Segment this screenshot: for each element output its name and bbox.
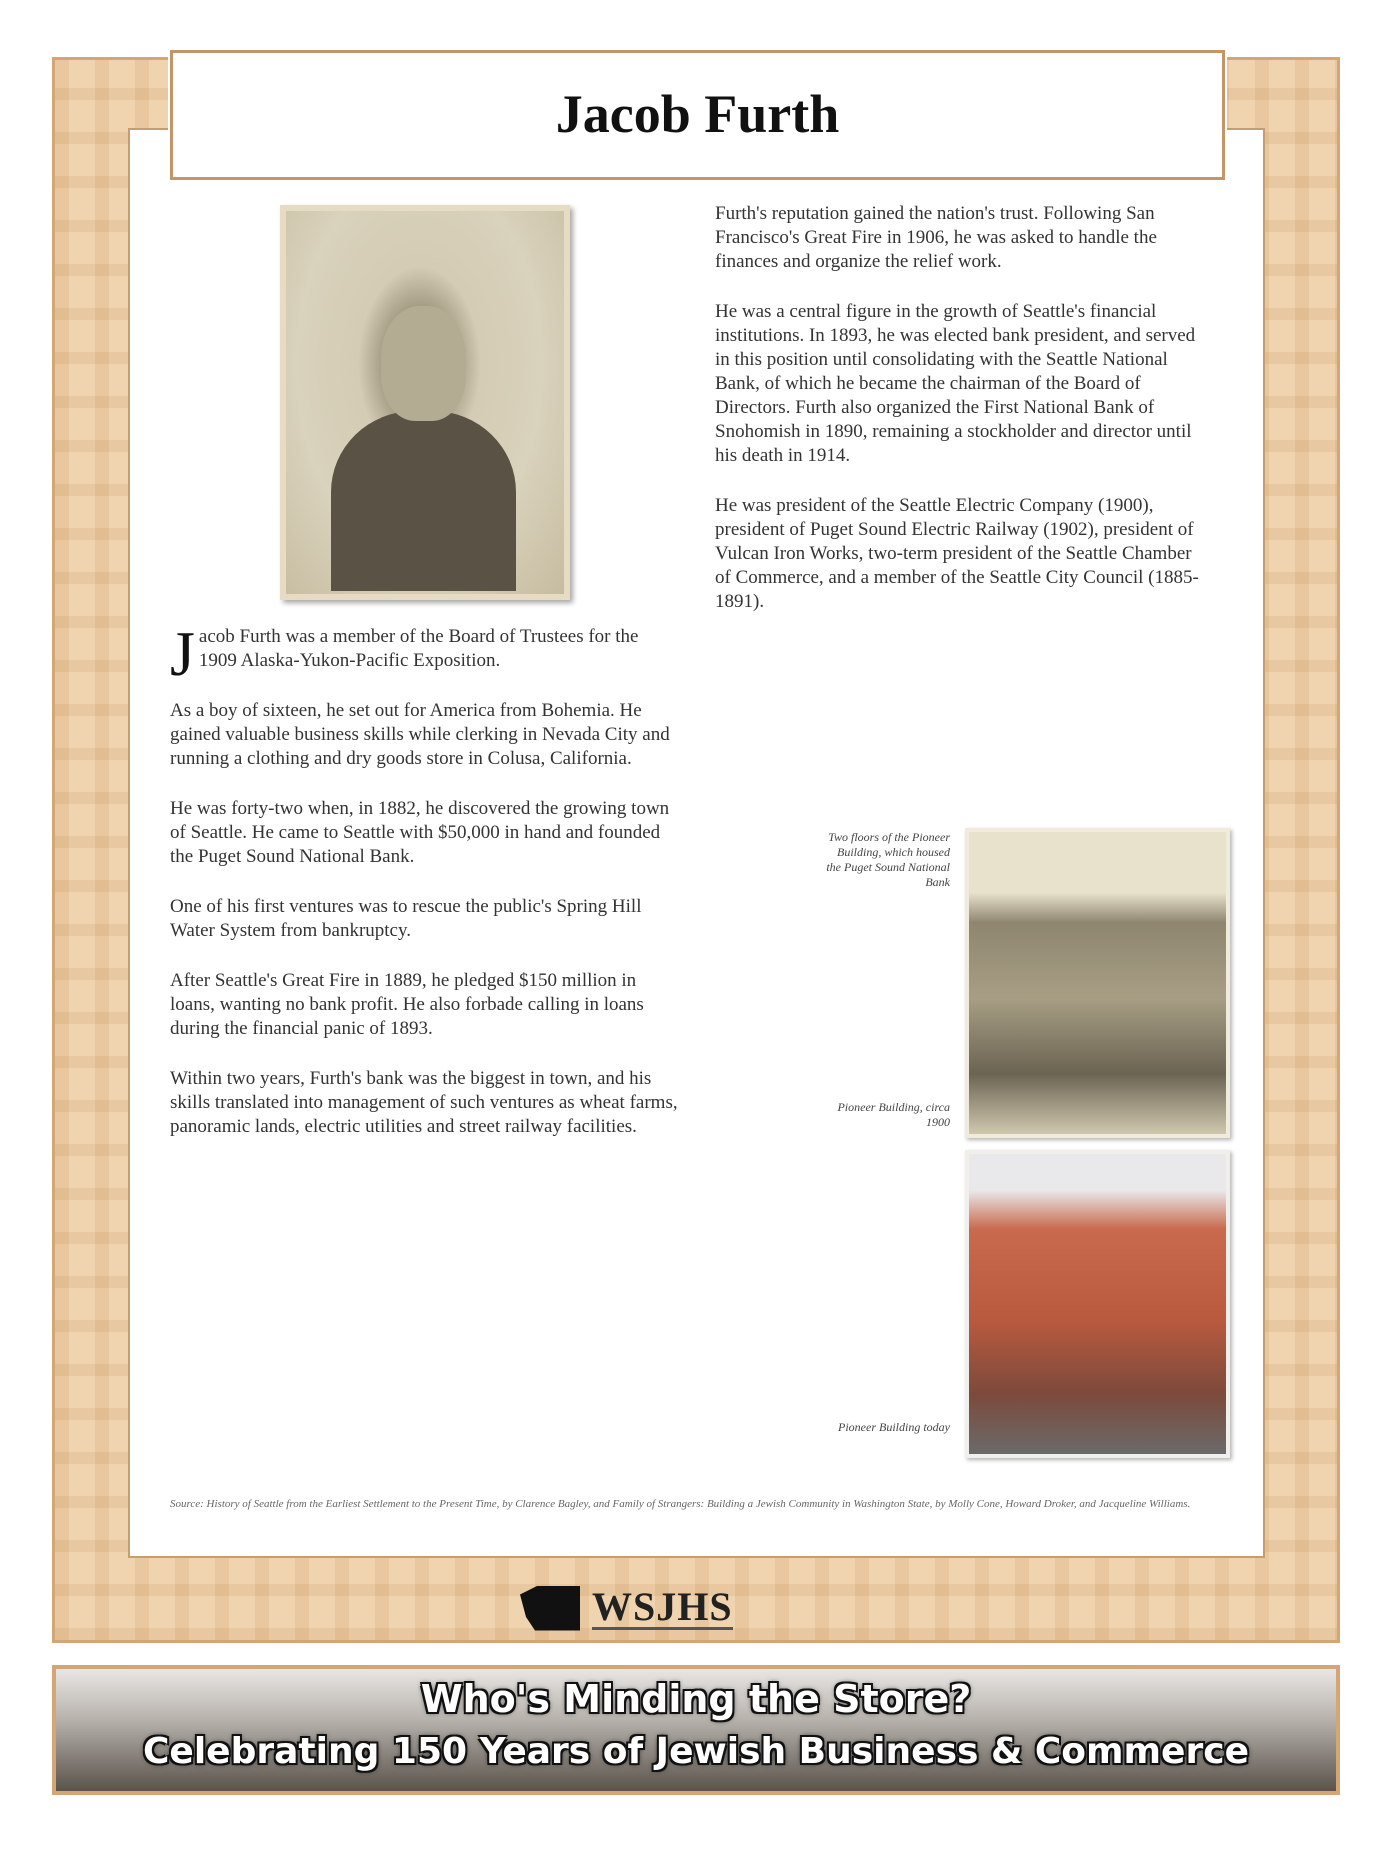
historic-building-photo (965, 828, 1230, 1138)
photo-caption: Two floors of the Pioneer Building, which housed the Puget Sound National Bank (826, 830, 950, 889)
paragraph: Within two years, Furth's bank was the biggest in town, and his skills translated into management of such ventures as wheat farms, panoramic lands, electric utilities and street railway facilities. (170, 1068, 678, 1137)
paragraph: He was a central figure in the growth of Seattle's financial institutions. In 1893, he was elected bank president, and served in this position until consolidating with the Seattle National Bank, of which he became the chairman of the Board of Directors. Furth also organized the First National Bank of Snohomish in 1890, remaining a stockholder and director until his death in 1914. (715, 301, 1196, 466)
washington-state-icon (520, 1586, 580, 1631)
drop-cap: J (170, 618, 195, 689)
modern-building-photo (965, 1150, 1230, 1458)
portrait-figure-body (331, 411, 516, 591)
paragraph: One of his first ventures was to rescue the public's Spring Hill Water System from bankruptcy. (170, 896, 642, 941)
logo-text: WSJHS (592, 1583, 733, 1629)
paragraph: He was forty-two when, in 1882, he discovered the growing town of Seattle. He came to Seattle with $50,000 in hand and founded the Puget Sound National Bank. (170, 798, 670, 867)
paragraph: Jacob Furth was a member of the Board of Trustees for the 1909 Alaska-Yukon-Pacific Exposition. (170, 618, 639, 689)
exhibit-banner (52, 1665, 1340, 1795)
page-title: Jacob Furth (555, 84, 840, 144)
title-box (170, 50, 1225, 180)
photo-caption: Pioneer Building today (838, 1420, 950, 1434)
paragraph: He was president of the Seattle Electric Company (1900), president of Puget Sound Electric Railway (1902), president of Vulcan Iron Works, two-term president of the Seattle Chamber of Commerce, and a member of the Seattle City Council (1885-1891). (715, 495, 1199, 612)
left-column (170, 618, 680, 1165)
paragraph: Furth's reputation gained the nation's trust. Following San Francisco's Great Fire in 1906, he was asked to handle the finances and organize the relief work. (715, 203, 1157, 272)
wsjhs-logo (520, 1582, 733, 1634)
portrait-photo (280, 205, 570, 600)
portrait-figure-head (381, 306, 466, 421)
photo-caption: Pioneer Building, circa 1900 (837, 1100, 950, 1129)
banner-title: Who's Minding the Store? (420, 1677, 972, 1721)
source-citation: Source: History of Seattle from the Earliest Settlement to the Present Time, by Clarence Bagley, and Family of Strangers: Building a Jewish Community in Washington State, by Molly Cone, Howard Droker, and Jacqueline Williams. (170, 1498, 1191, 1510)
paragraph: After Seattle's Great Fire in 1889, he pledged $150 million in loans, wanting no bank profit. He also forbade calling in loans during the financial panic of 1893. (170, 970, 644, 1039)
banner-subtitle: Celebrating 150 Years of Jewish Business & Commerce (143, 1731, 1249, 1772)
right-column (715, 202, 1205, 640)
paragraph: As a boy of sixteen, he set out for America from Bohemia. He gained valuable business skills while clerking in Nevada City and running a clothing and dry goods store in Colusa, California. (170, 700, 670, 769)
